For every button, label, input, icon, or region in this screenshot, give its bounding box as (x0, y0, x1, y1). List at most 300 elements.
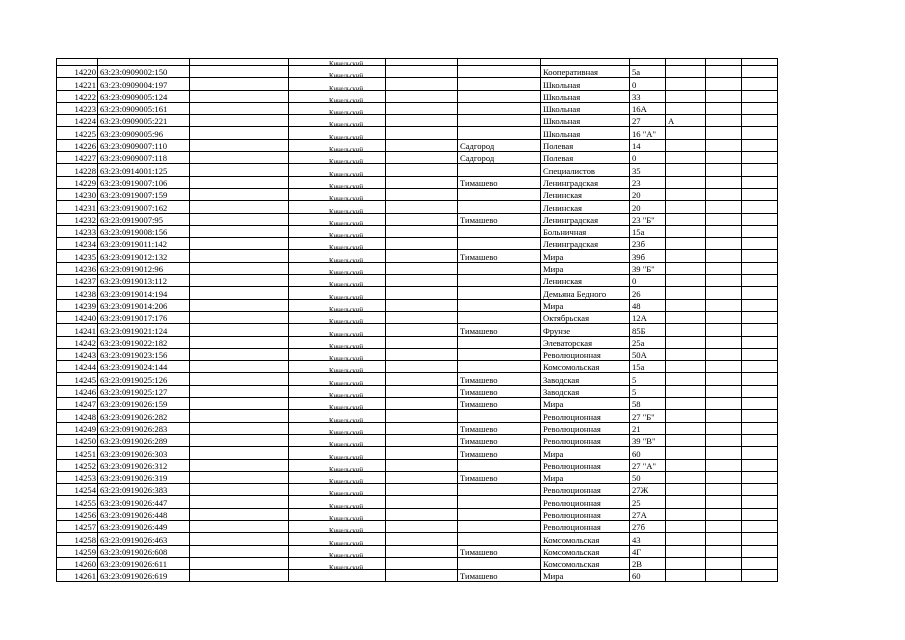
locality: Тимашево (458, 434, 541, 446)
cell (458, 59, 541, 66)
house-letter (666, 225, 706, 237)
street-name: Демьяна Бедного (541, 287, 630, 299)
empty-cell (706, 557, 742, 569)
cadastral-number: 63:23:0909007:118 (98, 152, 190, 164)
empty-cell (190, 78, 289, 90)
house-letter (666, 398, 706, 410)
house-number: 0 (630, 152, 666, 164)
row-number: 14228 (57, 164, 98, 176)
locality (458, 533, 541, 545)
house-letter (666, 262, 706, 274)
empty-cell (742, 299, 778, 311)
house-letter (666, 520, 706, 532)
table-row (57, 127, 778, 139)
district-name: Кинельский (329, 305, 363, 314)
empty-cell (706, 176, 742, 188)
district-name: Кинельский (329, 355, 363, 364)
empty-cell (742, 484, 778, 496)
house-letter (666, 324, 706, 336)
locality: Тимашево (458, 213, 541, 225)
locality (458, 508, 541, 520)
house-number: 23 "Б" (630, 213, 666, 225)
table-row (57, 78, 778, 90)
cadastral-number: 63:23:0909002:150 (98, 66, 190, 78)
street-name: Ленинградская (541, 238, 630, 250)
empty-cell (706, 102, 742, 114)
locality: Тимашево (458, 385, 541, 397)
cadastral-number: 63:23:0919007:95 (98, 213, 190, 225)
row-number: 14223 (57, 102, 98, 114)
table-row (57, 250, 778, 262)
row-number: 14259 (57, 545, 98, 557)
row-number: 14249 (57, 422, 98, 434)
empty-cell (706, 447, 742, 459)
empty-cell (706, 250, 742, 262)
empty-cell (742, 139, 778, 151)
empty-cell (742, 570, 778, 582)
house-letter (666, 102, 706, 114)
house-number: 4Г (630, 545, 666, 557)
district-name: Кинельский (329, 244, 363, 253)
district-name: Кинельский (329, 84, 363, 93)
empty-cell (706, 385, 742, 397)
empty-cell (742, 311, 778, 323)
cadastral-number: 63:23:0909007:110 (98, 139, 190, 151)
cell (386, 59, 458, 66)
empty-cell (742, 508, 778, 520)
cadastral-number: 63:23:0919025:127 (98, 385, 190, 397)
empty-cell (386, 545, 458, 557)
locality (458, 275, 541, 287)
district-name: Кинельский (329, 428, 363, 437)
house-letter (666, 447, 706, 459)
empty-cell (386, 324, 458, 336)
empty-cell (190, 373, 289, 385)
empty-cell (706, 66, 742, 78)
locality (458, 496, 541, 508)
table-row-partial (57, 59, 778, 66)
empty-cell (742, 238, 778, 250)
cadastral-number: 63:23:0919026:283 (98, 422, 190, 434)
house-letter (666, 422, 706, 434)
empty-cell (742, 533, 778, 545)
table-row (57, 262, 778, 274)
street-name: Комсомольская (541, 557, 630, 569)
house-letter (666, 152, 706, 164)
cadastral-number: 63:23:0919012:132 (98, 250, 190, 262)
empty-cell (190, 361, 289, 373)
empty-cell (706, 275, 742, 287)
table-row (57, 311, 778, 323)
empty-cell (190, 520, 289, 532)
street-name: Революционная (541, 422, 630, 434)
empty-cell (386, 213, 458, 225)
cadastral-number: 63:23:0919025:126 (98, 373, 190, 385)
empty-cell (706, 127, 742, 139)
empty-cell (386, 262, 458, 274)
empty-cell (386, 373, 458, 385)
house-number: 25 (630, 496, 666, 508)
cell (742, 59, 778, 66)
empty-cell (386, 484, 458, 496)
empty-cell (742, 201, 778, 213)
house-number: 14 (630, 139, 666, 151)
locality (458, 459, 541, 471)
empty-cell (706, 78, 742, 90)
cadastral-number: 63:23:0919007:106 (98, 176, 190, 188)
cell (57, 59, 98, 66)
district-name: Кинельский (329, 170, 363, 179)
empty-cell (190, 484, 289, 496)
house-number: 12А (630, 311, 666, 323)
street-name: Мира (541, 250, 630, 262)
row-number: 14248 (57, 410, 98, 422)
cadastral-number: 63:23:0909005:96 (98, 127, 190, 139)
locality (458, 299, 541, 311)
row-number: 14232 (57, 213, 98, 225)
row-number: 14243 (57, 348, 98, 360)
empty-cell (190, 102, 289, 114)
house-letter (666, 275, 706, 287)
locality: Садгород (458, 139, 541, 151)
empty-cell (706, 336, 742, 348)
empty-cell (706, 471, 742, 483)
empty-cell (706, 570, 742, 582)
empty-cell (386, 275, 458, 287)
house-number: 48 (630, 299, 666, 311)
row-number: 14246 (57, 385, 98, 397)
house-letter (666, 250, 706, 262)
locality (458, 201, 541, 213)
house-number: 0 (630, 275, 666, 287)
cadastral-number: 63:23:0919014:194 (98, 287, 190, 299)
house-number: 21 (630, 422, 666, 434)
locality (458, 287, 541, 299)
locality (458, 78, 541, 90)
locality (458, 262, 541, 274)
empty-cell (386, 201, 458, 213)
house-number: 2В (630, 557, 666, 569)
empty-cell (190, 127, 289, 139)
row-number: 14252 (57, 459, 98, 471)
house-number: 50А (630, 348, 666, 360)
empty-cell (386, 459, 458, 471)
house-number: 23 (630, 176, 666, 188)
district-name: Кинельский (329, 195, 363, 204)
empty-cell (190, 434, 289, 446)
address-table (56, 58, 778, 582)
locality (458, 557, 541, 569)
street-name: Комсомольская (541, 545, 630, 557)
street-name: Революционная (541, 434, 630, 446)
empty-cell (190, 225, 289, 237)
row-number: 14241 (57, 324, 98, 336)
empty-cell (386, 188, 458, 200)
street-name: Заводская (541, 373, 630, 385)
house-letter (666, 78, 706, 90)
district-name: Кинельский (329, 146, 363, 155)
empty-cell (386, 422, 458, 434)
street-name: Революционная (541, 410, 630, 422)
empty-cell (706, 545, 742, 557)
empty-cell (742, 188, 778, 200)
cadastral-number: 63:23:0919026:619 (98, 570, 190, 582)
empty-cell (190, 164, 289, 176)
empty-cell (742, 459, 778, 471)
empty-cell (190, 336, 289, 348)
empty-cell (190, 213, 289, 225)
table-row (57, 115, 778, 127)
empty-cell (190, 557, 289, 569)
empty-cell (742, 545, 778, 557)
table-row (57, 238, 778, 250)
street-name: Революционная (541, 484, 630, 496)
empty-cell (706, 238, 742, 250)
empty-cell (386, 299, 458, 311)
house-letter (666, 385, 706, 397)
empty-cell (742, 324, 778, 336)
empty-cell (386, 139, 458, 151)
house-letter (666, 471, 706, 483)
empty-cell (706, 508, 742, 520)
house-letter (666, 459, 706, 471)
cadastral-number: 63:23:0919023:156 (98, 348, 190, 360)
district-name: Кинельский (329, 404, 363, 413)
locality (458, 188, 541, 200)
street-name: Революционная (541, 459, 630, 471)
district-name: Кинельский (329, 96, 363, 105)
street-name: Революционная (541, 508, 630, 520)
empty-cell (742, 115, 778, 127)
cadastral-number: 63:23:0919017:176 (98, 311, 190, 323)
empty-cell (742, 447, 778, 459)
house-number: 60 (630, 570, 666, 582)
empty-cell (386, 385, 458, 397)
empty-cell (386, 238, 458, 250)
cadastral-number: 63:23:0919011:142 (98, 238, 190, 250)
locality: Садгород (458, 152, 541, 164)
table-body (57, 59, 778, 582)
empty-cell (706, 324, 742, 336)
row-number: 14229 (57, 176, 98, 188)
row-number: 14254 (57, 484, 98, 496)
street-name: Заводская (541, 385, 630, 397)
empty-cell (190, 152, 289, 164)
table-row (57, 90, 778, 102)
empty-cell (706, 348, 742, 360)
house-number: 25а (630, 336, 666, 348)
row-number: 14238 (57, 287, 98, 299)
empty-cell (190, 508, 289, 520)
cadastral-number: 63:23:0919026:448 (98, 508, 190, 520)
street-name: Мира (541, 299, 630, 311)
row-number: 14257 (57, 520, 98, 532)
empty-cell (742, 262, 778, 274)
house-letter (666, 287, 706, 299)
table-row (57, 385, 778, 397)
street-name: Элеваторская (541, 336, 630, 348)
table-row (57, 201, 778, 213)
house-number: 27 "Б" (630, 410, 666, 422)
house-number: 5а (630, 66, 666, 78)
empty-cell (386, 398, 458, 410)
cadastral-number: 63:23:0919026:608 (98, 545, 190, 557)
empty-cell (706, 410, 742, 422)
empty-cell (386, 311, 458, 323)
house-number: 43 (630, 533, 666, 545)
table-row (57, 545, 778, 557)
empty-cell (190, 311, 289, 323)
cadastral-number: 63:23:0919008:156 (98, 225, 190, 237)
cadastral-number: 63:23:0919022:182 (98, 336, 190, 348)
district-name: Кинельский (329, 392, 363, 401)
district-name: Кинельский (329, 379, 363, 388)
empty-cell (190, 176, 289, 188)
district-name: Кинельский (329, 342, 363, 351)
locality (458, 410, 541, 422)
empty-cell (742, 275, 778, 287)
cell (706, 59, 742, 66)
house-number: 85Б (630, 324, 666, 336)
house-number: 20 (630, 201, 666, 213)
empty-cell (386, 348, 458, 360)
house-letter (666, 127, 706, 139)
row-number: 14261 (57, 570, 98, 582)
house-letter (666, 496, 706, 508)
table-row (57, 520, 778, 532)
cadastral-number: 63:23:0919026:303 (98, 447, 190, 459)
table-row (57, 434, 778, 446)
locality: Тимашево (458, 422, 541, 434)
empty-cell (190, 66, 289, 78)
empty-cell (742, 373, 778, 385)
house-number: 23б (630, 238, 666, 250)
row-number: 14236 (57, 262, 98, 274)
empty-cell (706, 496, 742, 508)
locality (458, 90, 541, 102)
empty-cell (742, 471, 778, 483)
row-number: 14230 (57, 188, 98, 200)
empty-cell (742, 434, 778, 446)
locality (458, 361, 541, 373)
empty-cell (190, 90, 289, 102)
house-letter (666, 213, 706, 225)
row-number: 14220 (57, 66, 98, 78)
empty-cell (386, 164, 458, 176)
empty-cell (190, 115, 289, 127)
empty-cell (190, 447, 289, 459)
district-name: Кинельский (329, 453, 363, 462)
row-number: 14251 (57, 447, 98, 459)
locality (458, 520, 541, 532)
empty-cell (742, 422, 778, 434)
locality (458, 238, 541, 250)
locality: Тимашево (458, 398, 541, 410)
house-letter (666, 570, 706, 582)
empty-cell (706, 299, 742, 311)
district-name: Кинельский (329, 539, 363, 548)
row-number: 14244 (57, 361, 98, 373)
house-number: 15а (630, 361, 666, 373)
empty-cell (706, 373, 742, 385)
locality (458, 484, 541, 496)
empty-cell (706, 287, 742, 299)
district-name: Кинельский (329, 490, 363, 499)
row-number: 14231 (57, 201, 98, 213)
street-name: Ленинская (541, 275, 630, 287)
district-name: Кинельский (329, 293, 363, 302)
cadastral-number: 63:23:0919021:124 (98, 324, 190, 336)
table-row (57, 471, 778, 483)
empty-cell (706, 115, 742, 127)
table-row (57, 557, 778, 569)
table-row (57, 225, 778, 237)
district-name: Кинельский (329, 219, 363, 228)
district-name: Кинельский (329, 527, 363, 536)
house-number: 16 "А" (630, 127, 666, 139)
locality: Тимашево (458, 373, 541, 385)
empty-cell (190, 459, 289, 471)
table-row (57, 484, 778, 496)
empty-cell (706, 398, 742, 410)
street-name: Мира (541, 262, 630, 274)
cadastral-number: 63:23:0914001:125 (98, 164, 190, 176)
house-number: 58 (630, 398, 666, 410)
row-number: 14234 (57, 238, 98, 250)
house-letter (666, 348, 706, 360)
street-name: Школьная (541, 102, 630, 114)
table-row (57, 570, 778, 582)
row-number: 14250 (57, 434, 98, 446)
table-row (57, 299, 778, 311)
house-number: 39 "В" (630, 434, 666, 446)
house-letter: А (666, 115, 706, 127)
street-name: Школьная (541, 127, 630, 139)
district-name: Кинельский (329, 207, 363, 216)
cell (630, 59, 666, 66)
district-name: Кинельский (329, 564, 363, 573)
street-name: Октябрьская (541, 311, 630, 323)
table-row (57, 152, 778, 164)
empty-cell (386, 250, 458, 262)
empty-cell (190, 348, 289, 360)
empty-cell (190, 139, 289, 151)
empty-cell (706, 520, 742, 532)
house-number: 15а (630, 225, 666, 237)
street-name: Комсомольская (541, 361, 630, 373)
empty-cell (706, 225, 742, 237)
house-letter (666, 66, 706, 78)
empty-cell (190, 410, 289, 422)
table-row (57, 176, 778, 188)
house-number: 39б (630, 250, 666, 262)
street-name: Ленинская (541, 188, 630, 200)
row-number: 14222 (57, 90, 98, 102)
cadastral-number: 63:23:0919026:159 (98, 398, 190, 410)
house-number: 27Ж (630, 484, 666, 496)
cell (98, 59, 190, 66)
cadastral-number: 63:23:0919026:289 (98, 434, 190, 446)
district-name: Кинельский (329, 60, 363, 68)
table-row (57, 287, 778, 299)
empty-cell (190, 533, 289, 545)
street-name: Школьная (541, 90, 630, 102)
house-letter (666, 533, 706, 545)
house-number: 60 (630, 447, 666, 459)
house-number: 50 (630, 471, 666, 483)
locality (458, 66, 541, 78)
house-letter (666, 90, 706, 102)
